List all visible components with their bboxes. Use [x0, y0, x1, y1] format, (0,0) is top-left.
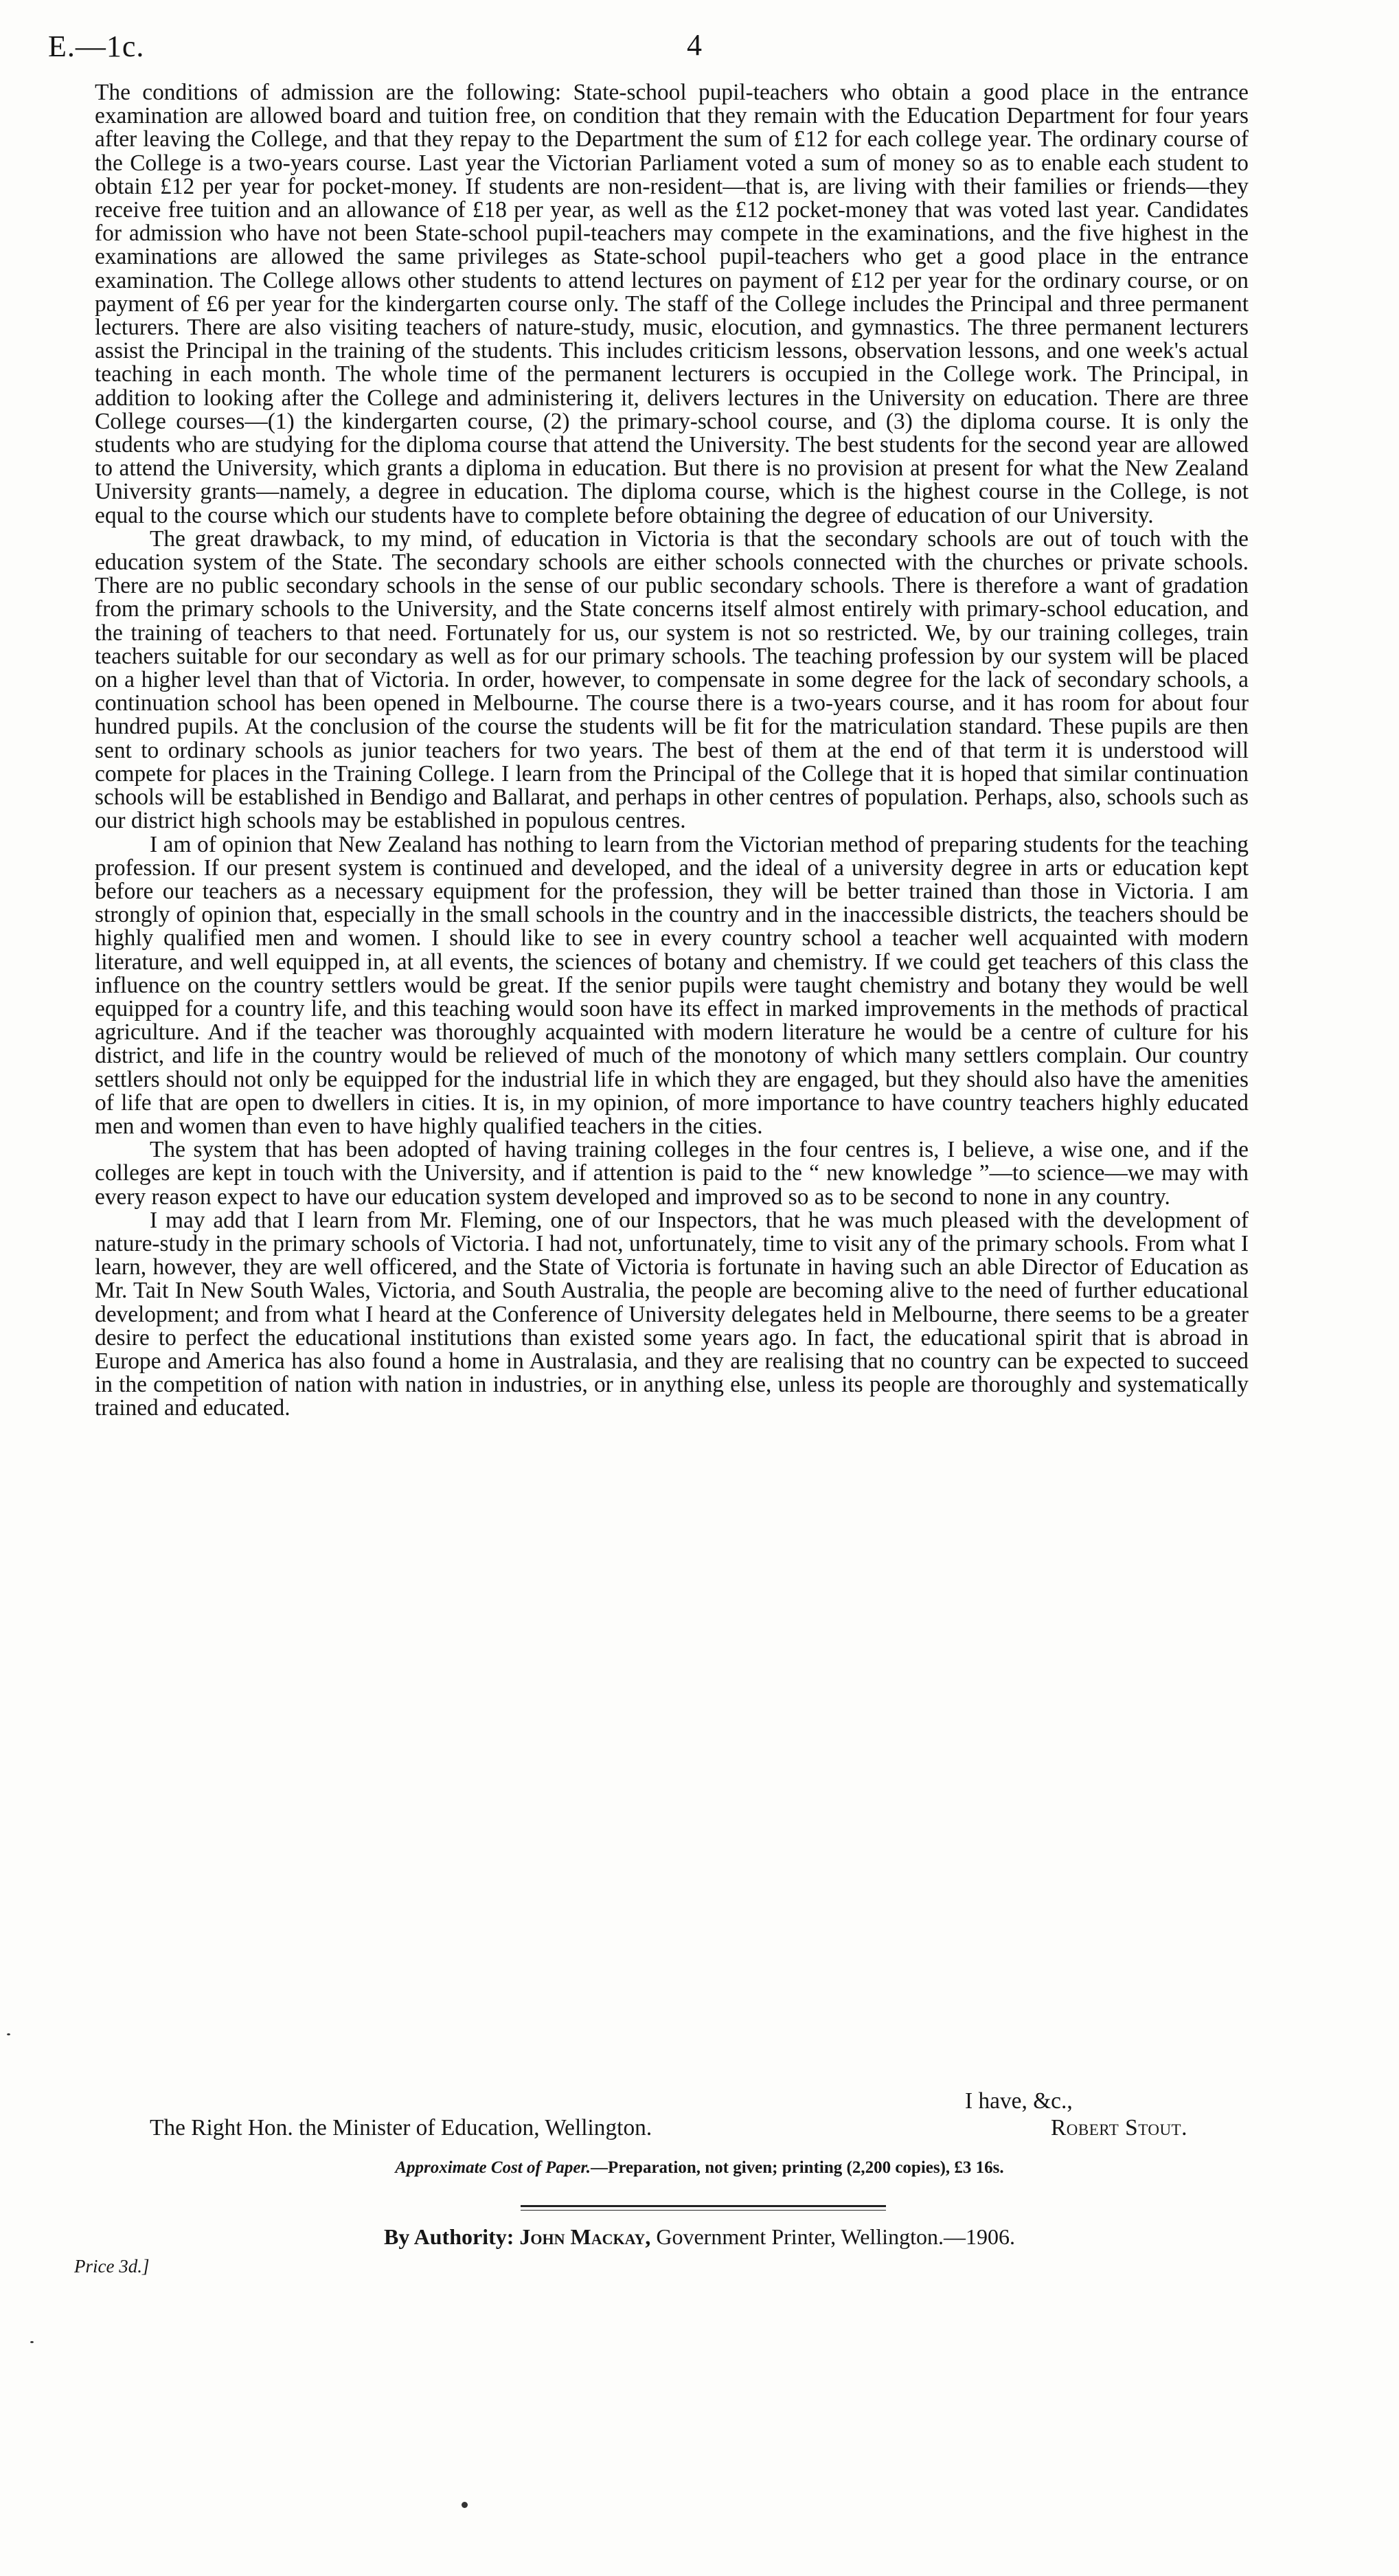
imprint-by: By Authority: — [384, 2224, 514, 2249]
cost-of-paper — [0, 2158, 1399, 2178]
cost-value: —Preparation, not given; printing (2,200 copies), £3 16s. — [591, 2158, 1004, 2177]
paragraph-nature-study: I may add that I learn from Mr. Fleming, one of our Inspectors, that he was much pleased with the development of nature-study in the primary schools of Victoria. I had not, unfortunately, time to visit any of the primary schools. From what I learn, however, they are well officered, and the State of Victoria is fortunate in having such an able Director of Education as Mr. Tait In New South Wales, Victoria, and South Australia, the people are becoming alive to the need of further educational development; and from what I heard at the Conference of University delegates held in Melbourne, there seems to be a greater desire to perfect the educational institutions than existed some years ago. In fact, the educational spirit that is abroad in Europe and America has also found a home in Australasia, and they are realising that no country can be expected to succeed in the competition of nation with nation in industries, or in anything else, unless its people are thoroughly and systematically trained and educated. — [95, 1207, 1249, 1421]
imprint-divider — [521, 2205, 886, 2211]
paragraph-training-colleges: The system that has been adopted of having training colleges in the four centres is, I believe, a wise one, and if the colleges are kept in touch with the University, and if attention is paid to the “ new knowledge ”—to science—we may with every reason expect to have our education system developed and improved so as to be second to none in any country. — [95, 1137, 1249, 1210]
imprint — [0, 2224, 1399, 2250]
signature: Robert Stout. — [1051, 2115, 1187, 2140]
addressee: The Right Hon. the Minister of Education, Wellington. — [150, 2115, 652, 2140]
paragraph-secondary-schools: The great drawback, to my mind, of education in Victoria is that the secondary schools are out of touch with the education system of the State. The secondary schools are either schools connected with the churches or private schools. There are no public secondary schools in the sense of our public secondary schools. There is therefore a want of gradation from the primary schools to the University, and the State concerns itself almost entirely with primary-school education, and the training of teachers to that need. Fortunately for us, our system is not so restricted. We, by our training colleges, train teachers suitable for our secondary as well as for our primary schools. The teaching profession by our system will be placed on a higher level than that of Victoria. In order, however, to compensate in some degree for the lack of secondary schools, a continuation school has been opened in Melbourne. The course there is a two-years course, and it has room for about four hundred pupils. At the conclusion of the course the students will be fit for the matriculation standard. These pupils are then sent to ordinary schools as junior teachers for two years. The best of them at the end of that term it is understood will compete for places in the Training College. I learn from the Principal of the College that it is hoped that similar continuation schools will be established in Bendigo and Ballarat, and perhaps in other centres of population. Perhaps, also, schools such as our district high schools may be established in populous centres. — [95, 526, 1249, 834]
print-speck — [7, 2033, 10, 2035]
paragraph-admission: The conditions of admission are the following: State-school pupil-teachers who obtain a good place in the entrance examination are allowed board and tuition free, on condition that they remain with the Education Department for four years after leaving the College, and that they repay to the Department the sum of £12 for each college year. The ordinary course of the College is a two-years course. Last year the Victorian Parliament voted a sum of money so as to enable each student to obtain £12 per year for pocket-money. If students are non-resident—that is, are living with their families or friends—they receive free tuition and an allowance of £18 per year, as well as the £12 pocket-money that was voted last year. Candidates for admission who have not been State-school pupil-teachers may compete in the examinations, and the five highest in the examinations are allowed the same privileges as State-school pupil-teachers who get a good place in the entrance examination. The College allows other students to attend lectures on payment of £12 per year for the ordinary course, or on payment of £6 per year for the kindergarten course only. The staff of the College includes the Principal and three permanent lecturers. There are also visiting teachers of nature-study, music, elocution, and gymnastics. The three permanent lecturers assist the Principal in the training of the students. This includes criticism lessons, observation lessons, and one week's actual teaching in each month. The whole time of the permanent lecturers is occupied in the College work. The Principal, in addition to looking after the College and administering it, delivers lectures in the University on education. There are three College courses—(1) the kindergarten course, (2) the primary-school course, and (3) the diploma course. It is only the students who are studying for the diploma course that attend the University. The best students for the second year are allowed to attend the University, which grants a diploma in education. But there is no provision at present for what the New Zealand University grants—namely, a degree in education. The diploma course, which is the highest course in the College, is not equal to the course which our students have to complete before obtaining the degree of education of our University. — [95, 80, 1249, 528]
paragraph-opinion: I am of opinion that New Zealand has nothing to learn from the Victorian method of preparing students for the teaching profession. If our present system is continued and developed, and the ideal of a university degree in arts or education kept before our teachers as a necessary equipment for the profession, they will be better trained than those in Victoria. I am strongly of opinion that, especially in the small schools in the country and in the inaccessible districts, the teachers should be highly qualified men and women. I should like to see in every country school a teacher well acquainted with modern literature, and well equipped in, at all events, the sciences of botany and chemistry. If we could get teachers of this class the influence on the country settlers would be great. If the senior pupils were taught chemistry and botany they would be well equipped for a country life, and this teaching would soon have its effect in marked improvements in the methods of practical agriculture. And if the teacher was thoroughly acquainted with modern literature he would be a centre of culture for his district, and life in the country would be relieved of much of the monotony of which many settlers complain. Our country settlers should not only be equipped for the industrial life in which they are engaged, but they should also have the amenities of life that are open to dwellers in cities. It is, in my opinion, of more importance to have country teachers highly educated men and women than even to have highly qualified teachers in the cities. — [95, 831, 1249, 1139]
print-speck — [30, 2341, 34, 2343]
cost-label: Approximate Cost of Paper. — [395, 2158, 591, 2177]
imprint-printer: John Mackay, — [519, 2224, 651, 2249]
complimentary-close: I have, &c., — [965, 2088, 1073, 2114]
print-speck — [462, 2502, 468, 2508]
imprint-rest: Government Printer, Wellington.—1906. — [656, 2224, 1015, 2249]
price: Price 3d.] — [74, 2256, 150, 2276]
page-reference: E.—1c. — [48, 30, 145, 63]
letter-body — [95, 81, 1249, 1421]
page-number: 4 — [687, 28, 702, 62]
